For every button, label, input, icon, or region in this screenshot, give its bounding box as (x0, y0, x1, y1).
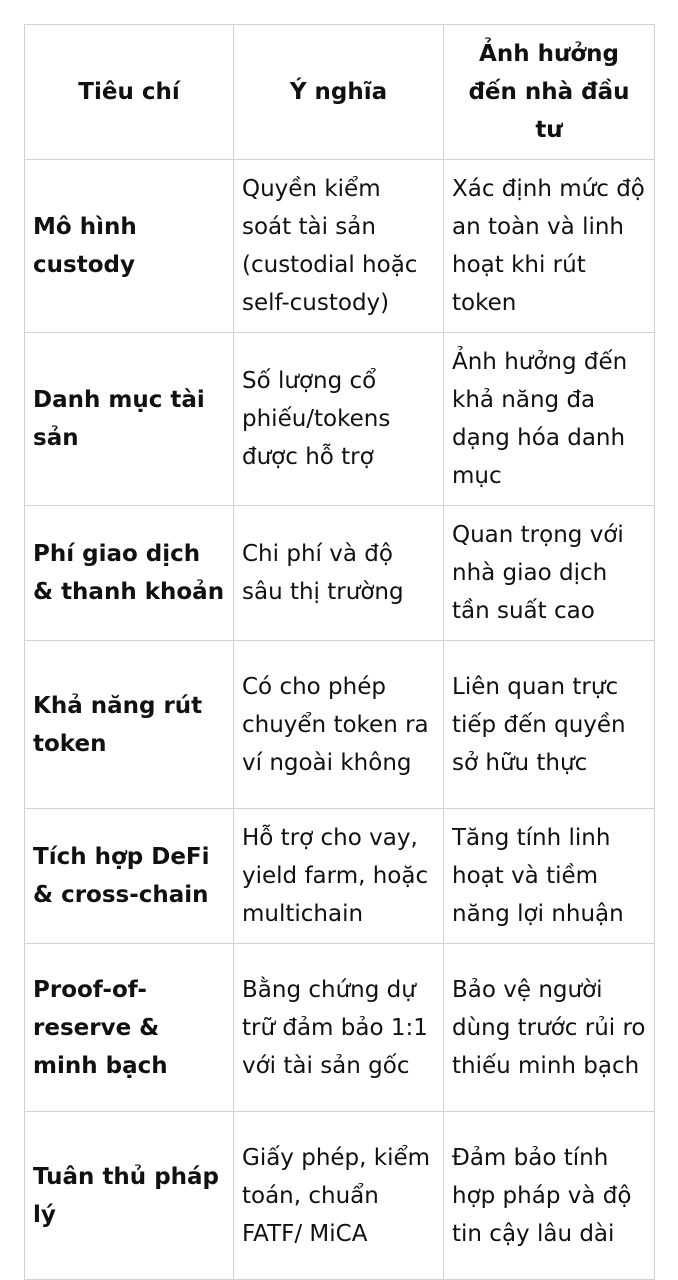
row-meaning: Chi phí và độ sâu thị trường (234, 506, 444, 641)
table-row (25, 944, 655, 1112)
table-row (25, 333, 655, 506)
header-meaning: Ý nghĩa (234, 25, 444, 160)
row-criterion: Proof-of-reserve & minh bạch (25, 944, 234, 1112)
table-row (25, 506, 655, 641)
comparison-table (24, 24, 655, 1280)
table-header-row (25, 25, 655, 160)
header-impact: Ảnh hưởng đến nhà đầu tư (444, 25, 655, 160)
table-row (25, 641, 655, 809)
row-criterion: Khả năng rút token (25, 641, 234, 809)
row-meaning: Bằng chứng dự trữ đảm bảo 1:1 với tài sản gốc (234, 944, 444, 1112)
table-row (25, 160, 655, 333)
row-impact: Ảnh hưởng đến khả năng đa dạng hóa danh mục (444, 333, 655, 506)
row-impact: Tăng tính linh hoạt và tiềm năng lợi nhuận (444, 809, 655, 944)
row-meaning: Hỗ trợ cho vay, yield farm, hoặc multichain (234, 809, 444, 944)
row-impact: Xác định mức độ an toàn và linh hoạt khi rút token (444, 160, 655, 333)
row-criterion: Mô hình custody (25, 160, 234, 333)
table-row (25, 809, 655, 944)
row-impact: Quan trọng với nhà giao dịch tần suất cao (444, 506, 655, 641)
row-impact: Bảo vệ người dùng trước rủi ro thiếu minh bạch (444, 944, 655, 1112)
header-criterion: Tiêu chí (25, 25, 234, 160)
row-criterion: Tích hợp DeFi & cross-chain (25, 809, 234, 944)
row-criterion: Tuân thủ pháp lý (25, 1112, 234, 1280)
row-meaning: Quyền kiểm soát tài sản (custodial hoặc self-custody) (234, 160, 444, 333)
row-meaning: Giấy phép, kiểm toán, chuẩn FATF/ MiCA (234, 1112, 444, 1280)
row-meaning: Có cho phép chuyển token ra ví ngoài không (234, 641, 444, 809)
row-impact: Liên quan trực tiếp đến quyền sở hữu thực (444, 641, 655, 809)
row-meaning: Số lượng cổ phiếu/tokens được hỗ trợ (234, 333, 444, 506)
row-criterion: Danh mục tài sản (25, 333, 234, 506)
row-criterion: Phí giao dịch & thanh khoản (25, 506, 234, 641)
row-impact: Đảm bảo tính hợp pháp và độ tin cậy lâu dài (444, 1112, 655, 1280)
table-row (25, 1112, 655, 1280)
